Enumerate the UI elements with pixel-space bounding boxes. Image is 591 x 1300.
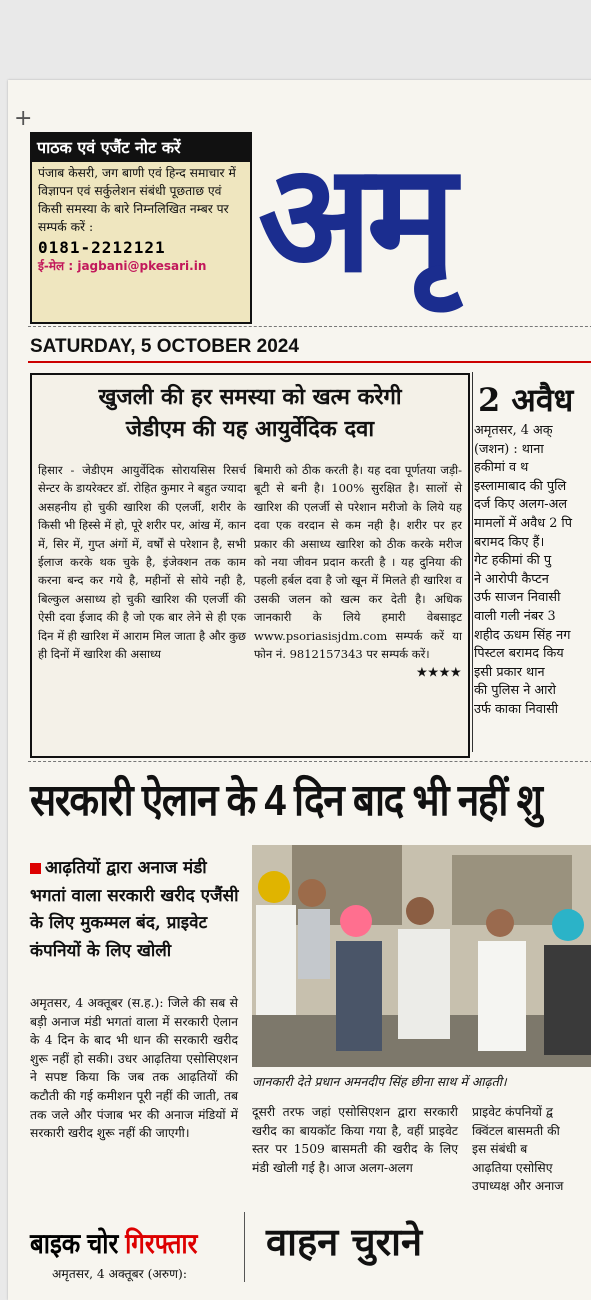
issue-date: SATURDAY, 5 OCTOBER 2024	[30, 336, 299, 357]
divider	[28, 326, 591, 327]
continued-columns	[252, 1103, 591, 1196]
side-story-line: उर्फ साजन निवासी	[474, 590, 561, 606]
ad-headline-1: खुजली की हर समस्या को खत्म करेगी	[98, 384, 402, 410]
bullet-square-icon	[30, 863, 41, 874]
group-photo-illustration	[252, 845, 591, 1067]
advertisement-box	[30, 373, 470, 758]
side-story-line: शहीद ऊधम सिंह नग	[474, 627, 571, 643]
reader-notice-box	[30, 132, 252, 324]
side-story-line: उर्फ काका निवासी	[474, 701, 559, 717]
side-story-line: अमृतसर, 4 अक्	[474, 423, 553, 438]
side-story-line: गेट हकीमां की पु	[474, 553, 552, 569]
ad-headline-2: जेडीएम की यह आयुर्वेदिक दवा	[125, 416, 375, 442]
column-rule	[244, 1212, 245, 1282]
side-story-line: इसी प्रकार थान	[474, 664, 545, 680]
side-story-line: वाली गली नंबर 3	[474, 608, 556, 624]
notice-email: ई-मेल : jagbani@pkesari.in	[38, 259, 207, 273]
side-story-line: ने आरोपी कैप्टन	[474, 571, 549, 587]
newspaper-page	[8, 80, 591, 1300]
right-column-line: उपाध्यक्ष और अनाज	[472, 1179, 564, 1194]
red-divider	[28, 361, 591, 363]
masthead-logo: अमृ	[258, 130, 451, 306]
side-story-line: की पुलिस ने आरो	[474, 683, 556, 699]
side-story-headline: 2 अवैध	[478, 381, 574, 419]
divider	[28, 761, 591, 762]
right-column-line: आढ़तिया एसोसिए	[472, 1160, 553, 1175]
right-column-line: इस संबंधी ब	[472, 1142, 528, 1157]
column-rule	[472, 372, 473, 752]
news-photo	[252, 845, 591, 1067]
notice-title: पाठक एवं एजैंट नोट करें	[32, 134, 250, 162]
side-story-line: (जशन) : थाना	[474, 441, 544, 457]
story-middle-column: दूसरी तरफ जहां एसोसिएशन द्वारा सरकारी खरीद का बायकॉट किया गया है, वहीं प्राइवेट स्तर पर 1509 बासमती की खरीद के लिए मंडी खोली गई है। आज अलग-अलग	[252, 1105, 458, 1175]
story-subhead	[30, 855, 240, 965]
side-story-line: दर्ज किए अलग-अल	[474, 497, 568, 513]
main-headline: सरकारी ऐलान के 4 दिन बाद भी नहीं शु	[30, 776, 542, 825]
story-right-column	[472, 1103, 591, 1196]
ad-column-1: हिसार - जेडीएम आयुर्वेदिक सोरायसिस रिसर्च सेन्टर के डायरेक्टर डॉ. रोहित कुमार ने बहुत ज्यादा असहनीय हो चुकी खारिश की एलर्जी, शरीर के किसी भी हिस्से में हो, पूरे शरीर पर, आंख में, कान में, सिर में, गुप्त अंगों में, वर्षों से परेशान है, सभी ईलाज करके थक चुके है, इंजेक्शन तक काम करना बन्द कर गये है, महीनों से सोये नही है, बिल्कुल असाध्य हो चुकी खारिश की एलर्जी की ऐसी दवा ईजाद की है जो एक बार लेने से ही एक दिन में ही खारिश में आराम मिल जाता है और कुछ ही दिनों में खारिश की असाध्य	[38, 463, 246, 662]
right-column-line: प्राइवेट कंपनियों द्व	[472, 1105, 553, 1119]
bike-headline-part-1: बाइक चोर	[30, 1228, 126, 1259]
side-story-line: हकीमां व थ	[474, 460, 529, 476]
rating-stars: ★★★★	[416, 665, 462, 680]
subhead-text: आढ़तियों द्वारा अनाज मंडी भगतां वाला सरकारी खरीद एजैंसी के लिए मुकम्मल बंद, प्राइवेट कंपनियों के लिए खोली	[30, 858, 239, 961]
story-body: अमृतसर, 4 अक्तूबर (स.ह.): जिले की सब से बड़ी अनाज मंडी भगतां वाला में सरकारी ऐलान के 4 दिन के बाद भी धान की सरकारी खरीद शुरू नहीं हो सकी। उधर आढ़तिया एसोसिएशन ने सपष्ट किया कि जब तक आढ़तियों की कटौती की गई कमीशन पूरी नहीं की जाती, तब तक जले और पंजाब भर की अनाज मंडियों में सरकारी खरीद शुरू नहीं की जाएगी।	[30, 996, 238, 1141]
crosshair-mark: +	[14, 106, 33, 131]
side-story-line: पिस्टल बरामद किय	[474, 646, 564, 662]
bike-story-dateline: अमृतसर, 4 अक्तूबर (अरुण):	[52, 1267, 187, 1281]
side-story-body	[474, 422, 591, 720]
notice-phone: 0181-2212121	[38, 238, 166, 257]
ad-columns	[38, 461, 462, 682]
ad-column-2-text: बिमारी को ठीक करती है। यह दवा पूर्णतया जड़ी-बूटी से बनी है। 100% सुरक्षित है। सालों से खारिश की एलर्जी से परेशान मरीजो के लिये यह दवा एक वरदान से कम नही है। शरीर पर हर प्रकार की असाध्य खारिश को ठीक करके मरीज को नया जीवन प्रदान करती है । यह दुनिया की पहली हर्बल दवा है जो खून में मिलते ही खारिश व उसकी जलन को खत्म कर देती है। अधिक जानकारी के लिये हमारी वेबसाइट www.psoriasisjdm.com सम्पर्क करें या फोन नं. 9812157343 पर सम्पर्क करें।	[254, 463, 462, 662]
bike-thief-headline	[30, 1225, 198, 1263]
bike-headline-part-2: गिरफ्तार	[125, 1228, 198, 1259]
ad-column-2	[254, 461, 462, 682]
photo-caption: जानकारी देते प्रधान अमनदीप सिंह छीना साथ में आढ़ती।	[252, 1074, 507, 1089]
side-story-line: मामलों में अवैध 2 पि	[474, 515, 573, 531]
vehicle-theft-headline: वाहन चुराने	[266, 1219, 423, 1264]
side-story-line: इस्लामाबाद की पुलि	[474, 478, 567, 494]
notice-body: पंजाब केसरी, जग बाणी एवं हिन्द समाचार में विज्ञापन एवं सर्कुलेशन संबंधी पूछताछ एवं किसी समस्या के बारे निम्नलिखित नम्बर पर सम्पर्क करें :	[38, 166, 236, 234]
side-story-line: बरामद किए हैं।	[474, 534, 545, 550]
right-column-line: क्विंटल बासमती की	[472, 1123, 560, 1138]
